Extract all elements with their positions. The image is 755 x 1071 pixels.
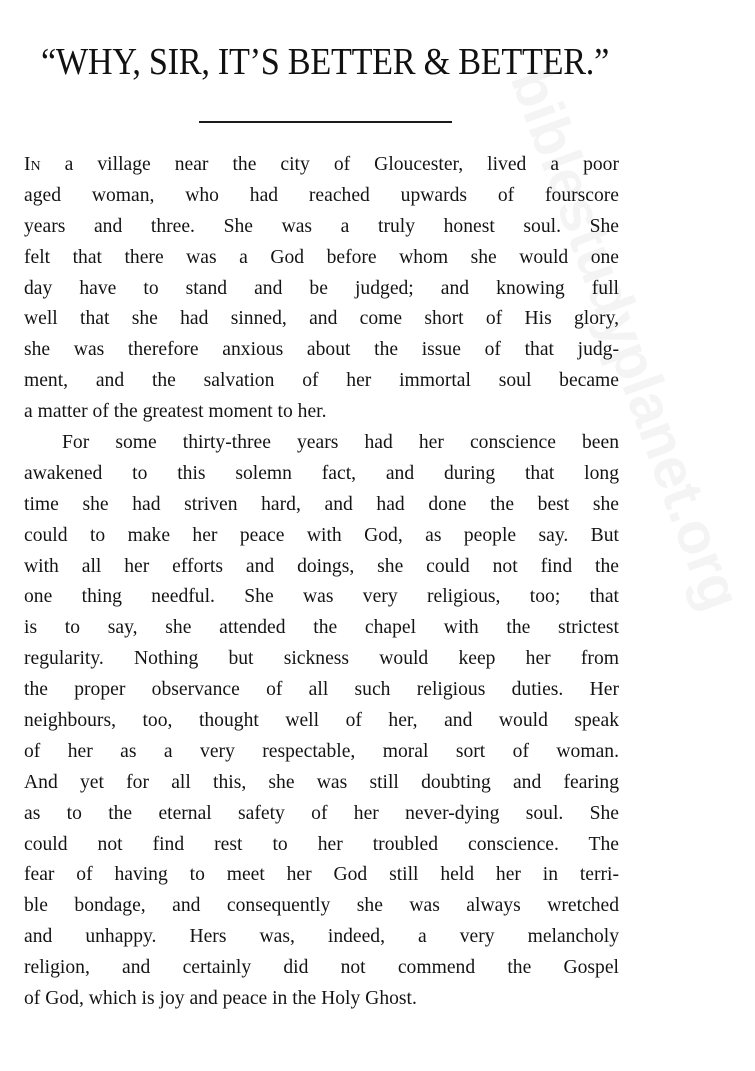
text-line: the proper observance of all such religious duties. Her xyxy=(24,679,619,701)
text-line: fear of having to meet her God still held her in terri- xyxy=(24,864,619,886)
article-body xyxy=(24,150,619,1015)
text-line: of her as a very respectable, moral sort of woman. xyxy=(24,740,619,762)
text-line: as to the eternal safety of her never-dying soul. She xyxy=(24,802,619,824)
text-line: day have to stand and be judged; and knowing full xyxy=(24,277,619,299)
text-line: ble bondage, and consequently she was always wretched xyxy=(24,895,619,917)
paragraph-2 xyxy=(24,428,619,1015)
text-line: well that she had sinned, and come short of His glory, xyxy=(24,308,619,330)
watermark-graphic: biblestudyplanet.org xyxy=(497,60,755,619)
text-line: time she had striven hard, and had done the best she xyxy=(24,493,619,515)
text-line: awakened to this solemn fact, and during that long xyxy=(24,462,619,484)
text-line: And yet for all this, she was still doubting and fearing xyxy=(24,771,619,793)
page-title: “WHY, SIR, IT’S BETTER & BETTER.” xyxy=(40,41,609,83)
text-line: In a village near the city of Gloucester, lived a poor xyxy=(24,154,619,175)
text-line: aged woman, who had reached upwards of fourscore xyxy=(24,184,619,206)
lead-word: In xyxy=(24,154,41,175)
text-line: with all her efforts and doings, she could not find the xyxy=(24,555,619,577)
text-line: a matter of the greatest moment to her. xyxy=(24,401,327,423)
text-line: she was therefore anxious about the issue of that judg- xyxy=(24,339,619,361)
text-line: could not find rest to her troubled conscience. The xyxy=(24,833,619,855)
text-line: and unhappy. Hers was, indeed, a very melancholy xyxy=(24,926,619,948)
text-line: one thing needful. She was very religious, too; that xyxy=(24,586,619,608)
title-divider xyxy=(199,121,452,123)
text-line: neighbours, too, thought well of her, and would speak xyxy=(24,710,619,732)
text-line: felt that there was a God before whom she would one xyxy=(24,246,619,268)
text-line: of God, which is joy and peace in the Holy Ghost. xyxy=(24,988,417,1010)
text-line: is to say, she attended the chapel with the strictest xyxy=(24,617,619,639)
text-line: ment, and the salvation of her immortal soul became xyxy=(24,370,619,392)
paragraph-1 xyxy=(24,150,619,428)
text-line: religion, and certainly did not commend the Gospel xyxy=(24,957,619,979)
text-line: For some thirty-three years had her conscience been xyxy=(62,432,619,454)
text-line: years and three. She was a truly honest soul. She xyxy=(24,215,619,237)
text-line: could to make her peace with God, as people say. But xyxy=(24,524,619,546)
text-line: regularity. Nothing but sickness would keep her from xyxy=(24,648,619,670)
